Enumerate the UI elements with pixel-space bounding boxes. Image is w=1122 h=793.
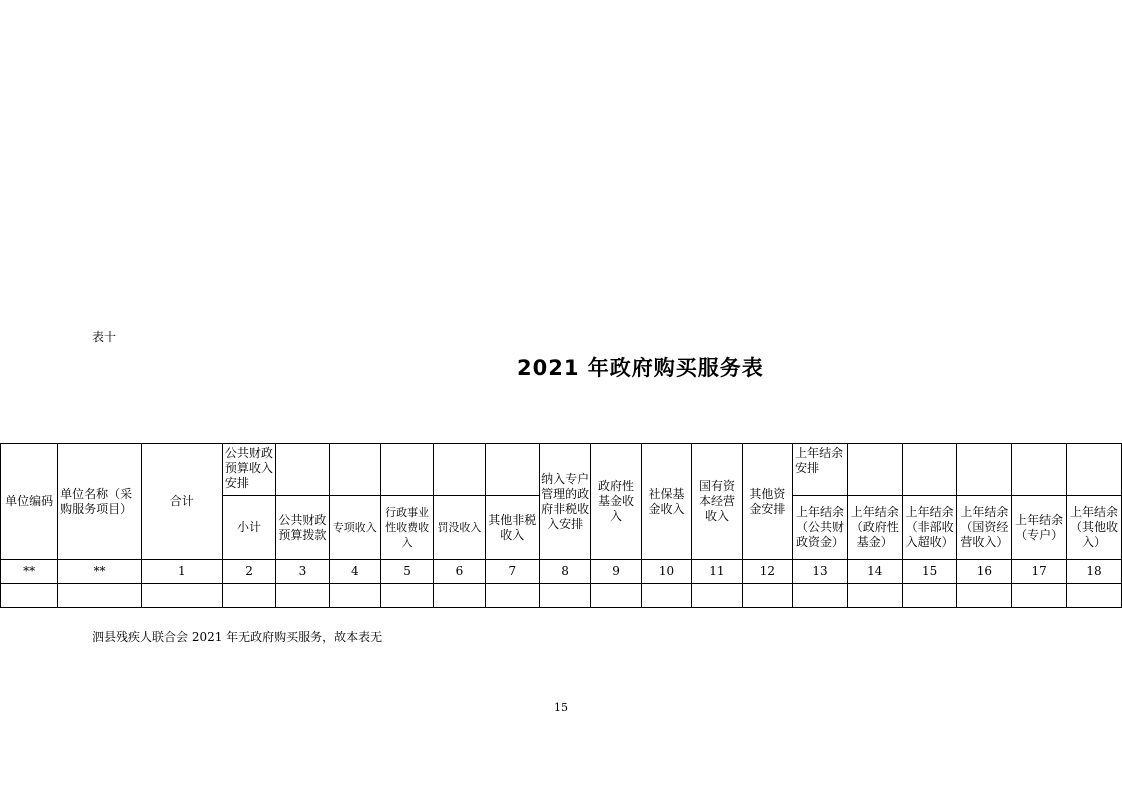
index-cell: 8 (539, 560, 590, 584)
empty-cell (591, 584, 641, 608)
index-cell: 3 (276, 560, 329, 584)
header-public-allocation: 公共财政预算拨款 (276, 496, 329, 560)
empty-cell (847, 584, 902, 608)
empty-cell (380, 584, 433, 608)
index-cell: ** (1, 560, 58, 584)
index-cell: 7 (485, 560, 539, 584)
purchase-services-table-container (0, 443, 1122, 613)
empty-cell (434, 584, 485, 608)
header-fines: 罚没收入 (434, 496, 485, 560)
header-blank (1067, 444, 1122, 496)
page-number: 15 (554, 701, 568, 714)
index-cell: 2 (222, 560, 275, 584)
header-blank (276, 444, 329, 496)
empty-cell (141, 584, 222, 608)
index-cell: 13 (793, 560, 848, 584)
table-label: 表十 (92, 330, 117, 344)
header-total: 合计 (141, 444, 222, 560)
empty-cell (692, 584, 742, 608)
header-special-income: 专项收入 (329, 496, 380, 560)
index-cell: 6 (434, 560, 485, 584)
index-cell: 14 (847, 560, 902, 584)
header-prev-gov-fund: 上年结余（政府性基金） (847, 496, 902, 560)
index-cell: 18 (1067, 560, 1122, 584)
header-prev-dedicated: 上年结余（专户） (1012, 496, 1067, 560)
purchase-services-table (0, 443, 1122, 608)
index-cell: ** (58, 560, 142, 584)
empty-cell (539, 584, 590, 608)
empty-cell (793, 584, 848, 608)
header-gov-fund: 政府性基金收入 (591, 444, 641, 560)
footnote: 泗县残疾人联合会 2021 年无政府购买服务，故本表无 (92, 630, 383, 644)
header-subtotal: 小计 (222, 496, 275, 560)
header-blank (957, 444, 1012, 496)
empty-cell (58, 584, 142, 608)
empty-cell (485, 584, 539, 608)
index-cell: 16 (957, 560, 1012, 584)
header-prev-nondept: 上年结余（非部收入超收） (902, 496, 957, 560)
index-cell: 15 (902, 560, 957, 584)
header-blank (902, 444, 957, 496)
index-cell: 17 (1012, 560, 1067, 584)
empty-cell (1, 584, 58, 608)
header-other-funds: 其他资金安排 (742, 444, 792, 560)
index-cell: 10 (641, 560, 691, 584)
index-cell: 9 (591, 560, 641, 584)
index-cell: 5 (380, 560, 433, 584)
empty-cell (902, 584, 957, 608)
empty-data-row (1, 584, 1122, 608)
empty-cell (1012, 584, 1067, 608)
header-prev-surplus: 上年结余安排 (793, 444, 848, 496)
header-unit-code: 单位编码 (1, 444, 58, 560)
header-unit-name: 单位名称（采购服务项目） (58, 444, 142, 560)
header-nontax-dedicated: 纳入专户管理的政府非税收入安排 (539, 444, 590, 560)
index-cell: 11 (692, 560, 742, 584)
header-blank (434, 444, 485, 496)
empty-cell (1067, 584, 1122, 608)
index-cell: 1 (141, 560, 222, 584)
header-blank (485, 444, 539, 496)
index-cell: 4 (329, 560, 380, 584)
header-state-capital: 国有资本经营收入 (692, 444, 742, 560)
header-prev-other: 上年结余（其他收入） (1067, 496, 1122, 560)
empty-cell (222, 584, 275, 608)
empty-cell (329, 584, 380, 608)
page-title: 2021 年政府购买服务表 (517, 356, 764, 380)
header-admin-fee: 行政事业性收费收入 (380, 496, 433, 560)
empty-cell (957, 584, 1012, 608)
header-prev-state: 上年结余（国资经营收入） (957, 496, 1012, 560)
header-public-budget: 公共财政预算收入安排 (222, 444, 275, 496)
header-blank (329, 444, 380, 496)
empty-cell (641, 584, 691, 608)
index-cell: 12 (742, 560, 792, 584)
header-blank (847, 444, 902, 496)
header-social-fund: 社保基金收入 (641, 444, 691, 560)
header-blank (380, 444, 433, 496)
index-row (1, 560, 1122, 584)
header-other-nontax: 其他非税收入 (485, 496, 539, 560)
empty-cell (276, 584, 329, 608)
header-blank (1012, 444, 1067, 496)
header-prev-public: 上年结余（公共财政资金） (793, 496, 848, 560)
empty-cell (742, 584, 792, 608)
